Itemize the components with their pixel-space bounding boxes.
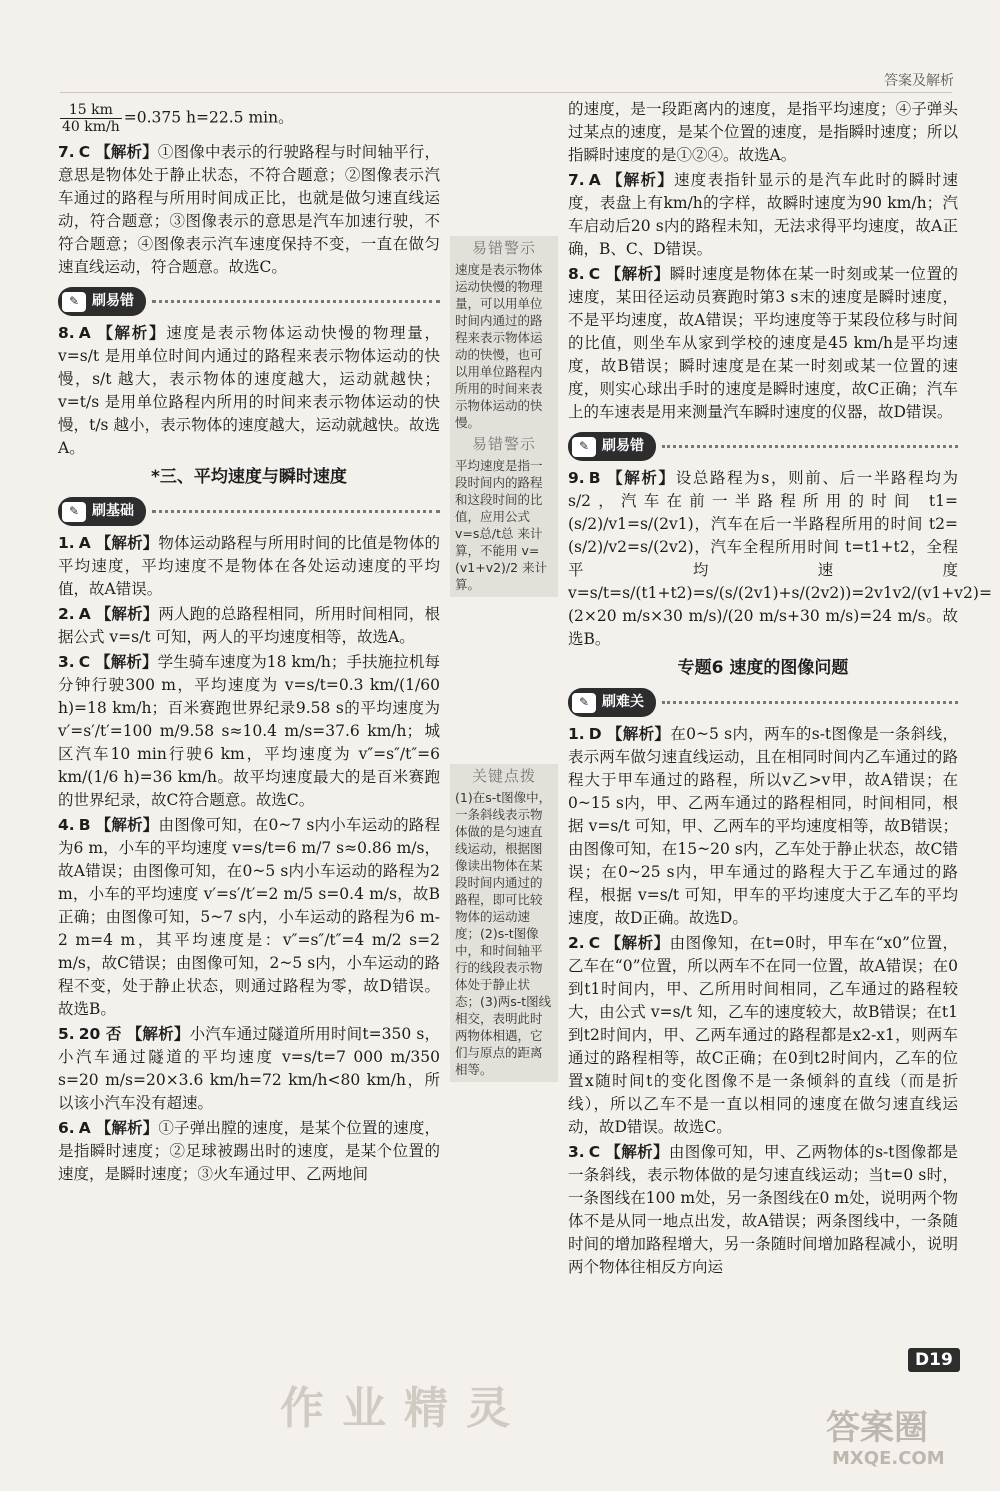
left-q7: 7. C 【解析】①图像中表示的行驶路程与时间轴平行，意思是物体处于静止状态，不符合题意；②图像表示汽车通过的路程与所用时间成正比，也就是做匀速直线运动，符合题意；③图像表示的意思是汽车加速行驶，不符合题意；④图像表示汽车速度保持不变，一直在做匀速直线运动，符合题意。故选C。 [58, 143, 440, 276]
right-column [568, 98, 992, 1281]
badge-icon: ✎ [62, 292, 86, 312]
section-title-right: 专题6 速度的图像问题 [677, 658, 849, 678]
right-q8: 8. C 【解析】瞬时速度是物体在某一时刻或某一位置的速度，某田径运动员赛跑时第3 s末的速度是瞬时速度，不是平均速度，故A错误；平均速度等于某段位移与时间的比值，则坐车从家到学校的速度是45 km/h是平均速度，故B错误；瞬时速度是在某一时刻或某一位置的速度，则实心球出手时的速度是瞬时速度，故C正确；汽车上的车速表是用来测量汽车瞬时速度的仪器，故D错误。 [568, 265, 958, 421]
left-q8: 8. A 【解析】速度是表示物体运动快慢的物理量，v=s/t 是用单位时间内通过的路程来表示物体运动的快慢，s/t 越大，表示物体的速度越大，运动就越快；v=t/s 是用单位路程内所用的时间来表示物体运动的快慢，t/s 越小，表示物体的速度越大，运动就越快。故选A。 [58, 324, 440, 457]
badge-basic: ✎ 刷基础 [58, 497, 440, 526]
left-q6: 6. A 【解析】①子弹出膛的速度，是某个位置的速度，是指瞬时速度；②足球被踢出时的速度，是某个位置的速度，是瞬时速度；③火车通过甲、乙两地间 [58, 1119, 440, 1183]
left-column [58, 98, 440, 1188]
badge-icon: ✎ [572, 437, 596, 457]
right-r2: 2. C 【解析】由图像知，在t=0时，甲车在“x0”位置，乙车在“0”位置，所以两车不在同一位置，故A错误；在0到t1时间内，甲、乙所用时间相同，乙车通过的路程较大，由公式 v=s/t 知，乙车的速度较大，故B错误；在t1到t2时间内，甲、乙两车通过的路程都是x2-x1，则两车通过的路程相等，故C正确；在0到t2时间内，乙车的位置x随时间t的变化图像不是一条倾斜的直线（而是折线），所以乙车不是一直以相同的速度在做匀速直线运动，故D错误。故选C。 [568, 934, 958, 1136]
left-q3: 3. C 【解析】学生骑车速度为18 km/h；手扶施拉机每分钟行驶300 m，平均速度为 v=s/t=0.3 km/(1/60 h)=18 km/h；百米赛跑世界纪录9.58 s的平均速度为 v′=s′/t′=100 m/9.58 s≈10.4 m/s=37.6 km/h；城区汽车10 min行驶6 km，平均速度为 v″=s″/t″=6 km/(1/6 h)=36 km/h。故平均速度最大的是百米赛跑的世界纪录，故C符合题意。故选C。 [58, 653, 440, 809]
watermark-corner: 答案圈 [826, 1408, 928, 1448]
header-title: 答案及解析 [884, 73, 954, 89]
side-note-text: 速度是表示物体运动快慢的物理量，可以用单位时间内通过的路程来表示物体运动的快慢，也可以用单位路程内所用的时间来表示物体运动的快慢。 [455, 262, 543, 430]
badge-hard: ✎ 刷难关 [568, 688, 958, 717]
badge-error-left: ✎ 刷易错 [58, 287, 440, 316]
watermark-center: 作业精灵 [280, 1383, 528, 1434]
badge-icon: ✎ [572, 693, 596, 713]
side-note-title: 易错警示 [471, 435, 536, 453]
left-q5: 5. 20 否 【解析】小汽车通过隧道所用时间t=350 s，小汽车通过隧道的平均速度 v=s/t=7 000 m/350 s=20 m/s=20×3.6 km/h=72 km/h<80 km/h，所以该小汽车没有超速。 [58, 1025, 440, 1112]
side-note-2 [450, 432, 558, 597]
left-q1: 1. A 【解析】物体运动路程与所用时间的比值是物体的平均速度，平均速度不是物体在各处运动速度的平均值，故A错误。 [58, 534, 440, 598]
formula-rest: =0.375 h=22.5 min。 [123, 108, 294, 127]
side-note-text: (1)在s-t图像中，一条斜线表示物体做的是匀速直线运动，根据图像读出物体在某段时间内通过的路程，即可比较物体的运动速度；(2)s-t图像中，和时间轴平行的线段表示物体处于静止状态；(3)两s-t图线相交，表明此时两物体相遇，它们与原点的距离相等。 [455, 790, 552, 1077]
right-q6-continued: 的速度，是一段距离内的速度，是指平均速度；④子弹头过某点的速度，是某个位置的速度，是指瞬时速度；所以指瞬时速度的是①②④。故选A。 [568, 100, 958, 164]
header-divider [60, 92, 952, 93]
side-note-3 [450, 764, 558, 1082]
right-q7: 7. A 【解析】速度表指针显示的是汽车此时的瞬时速度，表盘上有km/h的字样，故瞬时速度为90 km/h；汽车启动后20 s内的路程未知，无法求得平均速度，故A正确，B、C、D错误。 [568, 171, 958, 258]
right-r1: 1. D 【解析】在0~5 s内，两车的s-t图像是一条斜线，表示两车做匀速直线运动，且在相同时间内乙车通过的路程大于甲车通过的路程，所以v乙>v甲，故A错误；在0~15 s内，甲、乙两车通过的路程相同，时间相同，根据 v=s/t 可知，甲、乙两车的平均速度相等，故B错误；由图像可知，在15~20 s内，乙车处于静止状态，故C错误；在0~25 s内，甲车通过的路程大于乙车通过的路程，根据 v=s/t 可知，甲车的平均速度大于乙车的平均速度，故D正确。故选D。 [568, 725, 959, 927]
right-q9: 9. B 【解析】设总路程为s，则前、后一半路程均为 s/2，汽车在前一半路程所用的时间 t1=(s/2)/v1=s/(2v1)，汽车在后一半路程所用的时间 t2=(s/2)/v2=s/(2v2)，汽车全程所用时间 t=t1+t2，全程平均速度 v=s/t=s/(t1+t2)=s/(s/(2v1)+s/(2v2))=2v1v2/(v1+v2)=(2×20 m/s×30 m/s)/(20 m/s+30 m/s)=24 m/s。故选B。 [568, 469, 992, 648]
left-q4: 4. B 【解析】由图像可知，在0~7 s内小车运动的路程为6 m，小车的平均速度 v=s/t=6 m/7 s≈0.86 m/s，故A错误；由图像可知，在0~5 s内小车运动的路程为2 m，小车的平均速度 v′=s′/t′=2 m/5 s=0.4 m/s，故B正确；由图像可知，5~7 s内，小车运动的路程为6 m-2 m=4 m，其平均速度是：v″=s″/t″=4 m/2 s=2 m/s，故C错误；由图像可知，2~5 s内，小车运动的路程不变，处于静止状态，则通过路程为零，故D错误。故选B。 [58, 816, 440, 1018]
page-number: D19 [908, 1348, 960, 1372]
side-note-title: 易错警示 [471, 239, 536, 257]
side-note-title: 关键点拨 [471, 767, 536, 785]
badge-error-right: ✎ 刷易错 [568, 432, 958, 461]
formula-top [58, 102, 440, 135]
formula-den: 40 km/h [62, 119, 120, 135]
formula-num: 15 km [60, 102, 122, 119]
left-q2: 2. A 【解析】两人跑的总路程相同，所用时间相同，根据公式 v=s/t 可知，两人的平均速度相等，故选A。 [58, 605, 440, 646]
watermark-site: MXQE.COM [832, 1448, 945, 1469]
side-note-text: 平均速度是指一段时间内的路程和这段时间的比值，应用公式 v=s总/t总 来计算，不能用 v=(v1+v2)/2 来计算。 [455, 458, 548, 592]
right-r3: 3. C 【解析】由图像可知，甲、乙两物体的s-t图像都是一条斜线，表示物体做的是匀速直线运动；当t=0 s时，一条图线在100 m处，另一条图线在0 m处，说明两个物体不是从同一地点出发，故A错误；两条图线中，一条随时间的增加路程增大，另一条随时间增加路程减小，说明两个物体往相反方向运 [568, 1143, 958, 1276]
side-note-1 [450, 236, 558, 435]
section-title-left: *三、平均速度与瞬时速度 [151, 467, 347, 487]
badge-icon: ✎ [62, 502, 86, 522]
